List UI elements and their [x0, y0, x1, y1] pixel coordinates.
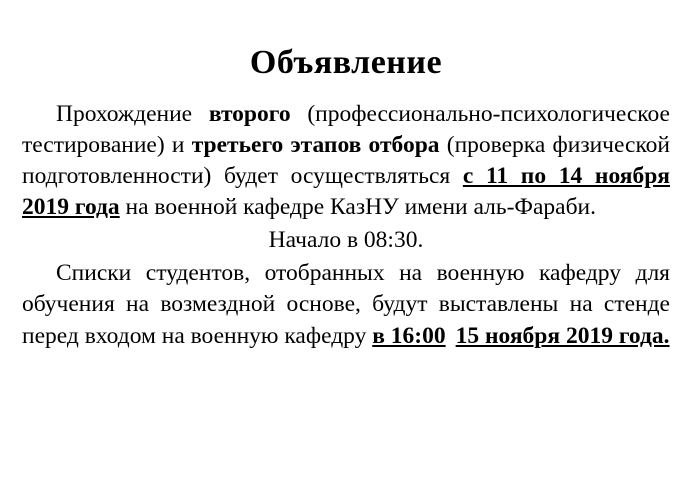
- text-run: (проверка физической подготовленности) будет осуществляться: [22, 132, 670, 190]
- date-range-emphasis: с 11 по 14 ноября 2019 года: [22, 163, 670, 221]
- page-title: Объявление: [249, 44, 443, 81]
- text-run: (профессионально-психологическое тестирование) и: [22, 101, 670, 159]
- text-run: Прохождение: [56, 101, 209, 128]
- paragraph-start-time: [22, 225, 670, 256]
- text-run: Списки студентов, отобранных на военную кафедру для обучения на возмездной основе, будут выставлены на стенде перед входом на военную кафедру: [22, 260, 670, 349]
- text-run: на военной кафедре КазНУ имени аль-Фараби.: [119, 194, 596, 221]
- text-run-bold: второго: [208, 101, 291, 128]
- text-run-bold: третьего этапов отбора: [191, 132, 440, 159]
- paragraph-lists-notice: [22, 258, 670, 351]
- posting-time-emphasis: в 16:00: [372, 322, 446, 349]
- posting-date-emphasis: 15 ноября 2019 года.: [455, 322, 670, 349]
- start-time-text: Начало в 08:30.: [268, 227, 424, 254]
- paragraph-selection-stages: [22, 99, 670, 223]
